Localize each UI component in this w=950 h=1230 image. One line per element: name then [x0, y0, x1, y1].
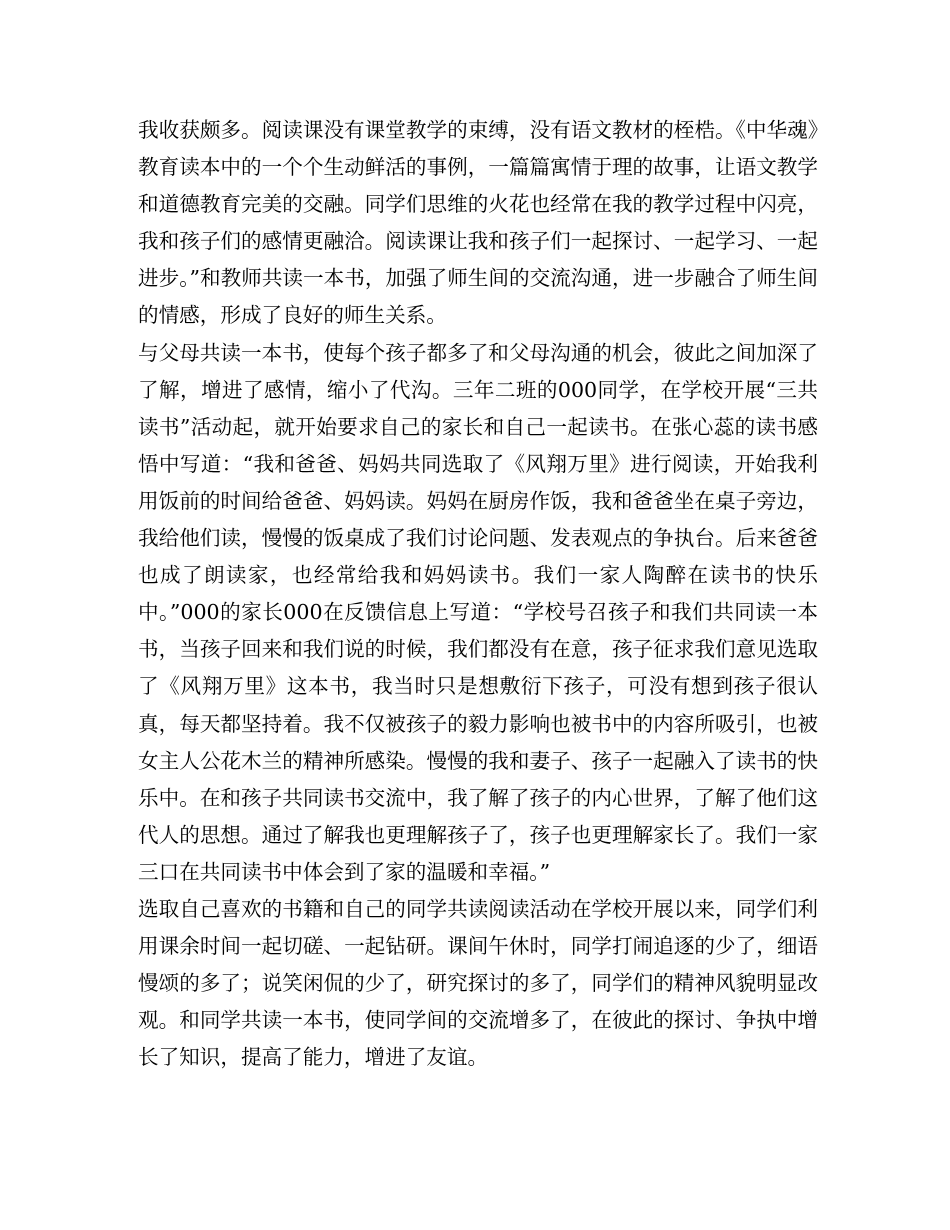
document-body [138, 112, 818, 1076]
paragraph-parent-reading: 与父母共读一本书，使每个孩子都多了和父母沟通的机会，彼此之间加深了了解，增进了感情，缩小了代沟。三年二班的000同学，在学校开展“三共读书”活动起，就开始要求自己的家长和自己一起读书。在张心蕊的读书感悟中写道：“我和爸爸、妈妈共同选取了《风翔万里》进行阅读，开始我利用饭前的时间给爸爸、妈妈读。妈妈在厨房作饭，我和爸爸坐在桌子旁边，我给他们读，慢慢的饭桌成了我们讨论问题、发表观点的争执台。后来爸爸也成了朗读家，也经常给我和妈妈读书。我们一家人陶醉在读书的快乐中。”000的家长000在反馈信息上写道：“学校号召孩子和我们共同读一本书，当孩子回来和我们说的时候，我们都没有在意，孩子征求我们意见选取了《风翔万里》这本书，我当时只是想敷衍下孩子，可没有想到孩子很认真，每天都坚持着。我不仅被孩子的毅力影响也被书中的内容所吸引，也被女主人公花木兰的精神所感染。慢慢的我和妻子、孩子一起融入了读书的快乐中。在和孩子共同读书交流中，我了解了孩子的内心世界，了解了他们这代人的思想。通过了解我也更理解孩子了，孩子也更理解家长了。我们一家三口在共同读书中体会到了家的温暖和幸福。” [138, 340, 818, 884]
paragraph-classmate-reading: 选取自己喜欢的书籍和自己的同学共读阅读活动在学校开展以来，同学们利用课余时间一起切磋、一起钻研。课间午休时，同学打闹追逐的少了，细语慢颂的多了；说笑闲侃的少了，研究探讨的多了，同学们的精神风貌明显改观。和同学共读一本书，使同学间的交流增多了，在彼此的探讨、争执中增长了知识，提高了能力，增进了友谊。 [138, 896, 818, 1070]
paragraph-teacher-reading: 我收获颇多。阅读课没有课堂教学的束缚，没有语文教材的桎梏。《中华魂》教育读本中的一个个生动鲜活的事例，一篇篇寓情于理的故事，让语文教学和道德教育完美的交融。同学们思维的火花也经常在我的教学过程中闪亮，我和孩子们的感情更融洽。阅读课让我和孩子们一起探讨、一起学习、一起进步。”和教师共读一本书，加强了师生间的交流沟通，进一步融合了师生间的情感，形成了良好的师生关系。 [138, 118, 818, 328]
